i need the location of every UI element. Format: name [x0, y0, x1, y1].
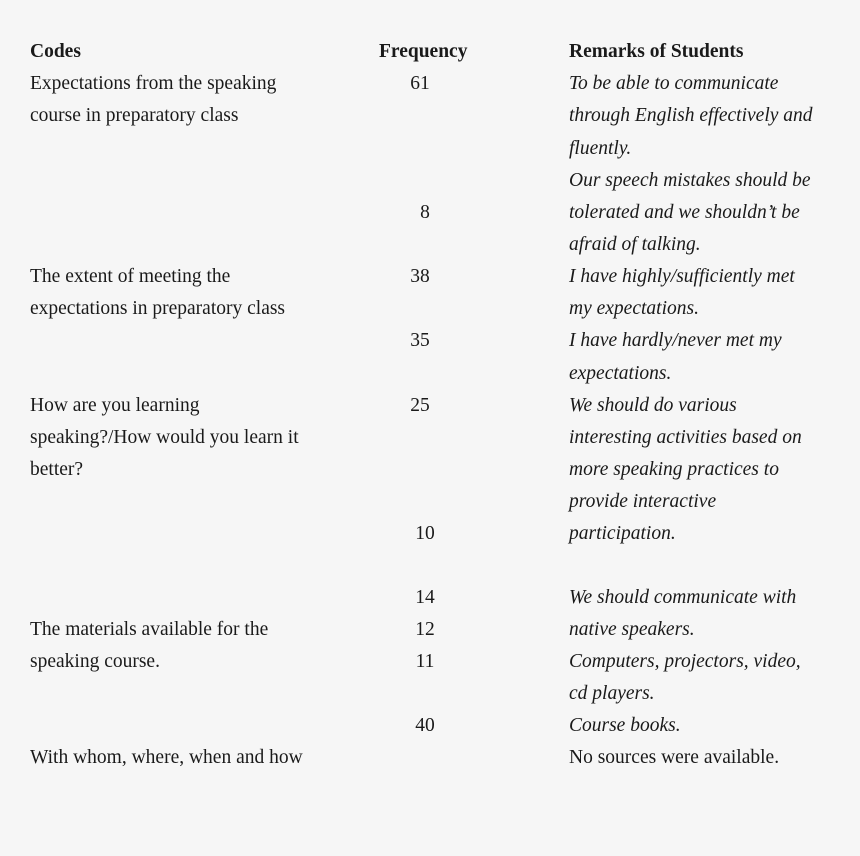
frequency-value: 35: [410, 330, 430, 351]
remark-line: I have hardly/never met my: [569, 330, 782, 351]
remark-line: Our speech mistakes should be: [569, 170, 811, 191]
remark-line: I have highly/sufficiently met: [569, 266, 795, 287]
code-line: Expectations from the speaking: [30, 73, 277, 94]
code-line: The extent of meeting the: [30, 266, 231, 287]
code-line: The materials available for the: [30, 619, 269, 640]
code-line: speaking?/How would you learn it: [30, 427, 299, 448]
remark-line: tolerated and we shouldn’t be: [569, 202, 800, 223]
remark-line: through English effectively and: [569, 105, 813, 126]
remark-line: expectations.: [569, 363, 672, 384]
frequency-value: 25: [410, 395, 430, 416]
header-remarks: Remarks of Students: [569, 41, 744, 62]
remark-line: fluently.: [569, 138, 632, 159]
remark-line: interesting activities based on: [569, 427, 802, 448]
frequency-value: 8: [420, 202, 430, 223]
code-line: speaking course.: [30, 651, 160, 672]
remark-line: participation.: [569, 523, 676, 544]
remark-line: my expectations.: [569, 298, 699, 319]
remark-line: We should communicate with: [569, 587, 797, 608]
remark-line: provide interactive: [569, 491, 717, 512]
code-line: expectations in preparatory class: [30, 298, 286, 319]
code-line: course in preparatory class: [30, 105, 239, 126]
frequency-value: 61: [410, 73, 430, 94]
code-line: better?: [30, 459, 84, 480]
remark-line: Course books.: [569, 715, 681, 736]
remark-line: native speakers.: [569, 619, 695, 640]
frequency-value: 40: [415, 715, 435, 736]
frequency-value: 38: [410, 266, 430, 287]
frequency-value: 10: [415, 523, 435, 544]
frequency-value: 11: [415, 651, 435, 672]
remark-line: We should do various: [569, 395, 737, 416]
header-frequency: Frequency: [379, 41, 468, 62]
code-line: With whom, where, when and how: [30, 747, 303, 768]
remark-line: Computers, projectors, video,: [569, 651, 801, 672]
remark-line: cd players.: [569, 683, 655, 704]
remark-line: No sources were available.: [569, 747, 780, 768]
code-line: How are you learning: [30, 395, 200, 416]
remark-line: To be able to communicate: [569, 73, 779, 94]
frequency-value: 14: [415, 587, 435, 608]
frequency-value: 12: [415, 619, 435, 640]
header-codes: Codes: [30, 41, 81, 62]
remark-line: afraid of talking.: [569, 234, 701, 255]
remark-line: more speaking practices to: [569, 459, 779, 480]
